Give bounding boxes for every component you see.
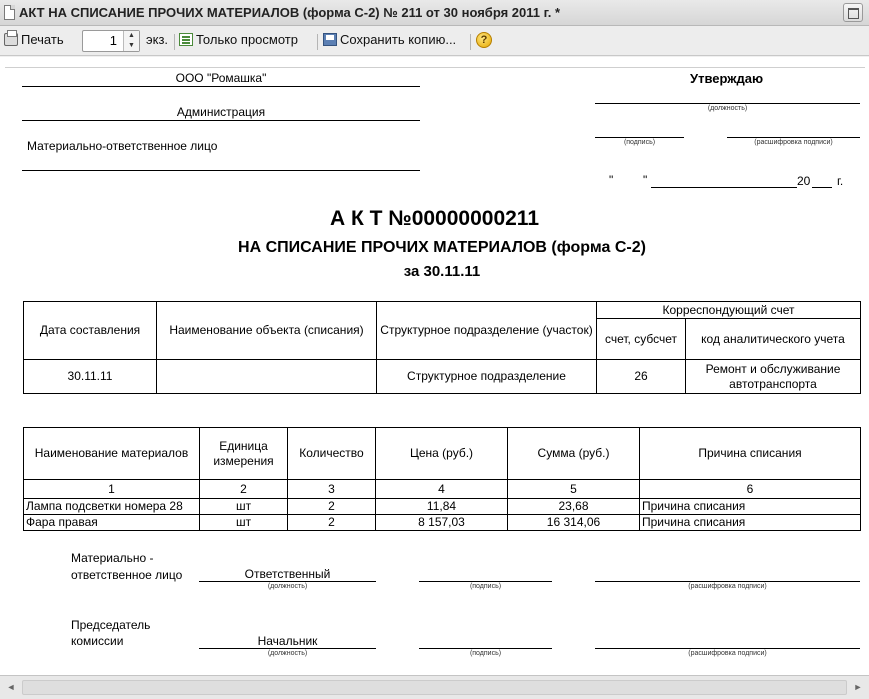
date-year-suffix: г.: [837, 174, 844, 188]
header-sum: Сумма (руб.): [508, 428, 640, 480]
column-number: 3: [288, 480, 376, 499]
view-only-label: Только просмотр: [196, 32, 298, 47]
scrollbar-track[interactable]: [22, 680, 847, 695]
materials-table: [23, 427, 861, 531]
header-price: Цена (руб.): [376, 428, 508, 480]
printer-icon: [4, 33, 18, 46]
copies-unit: [146, 32, 168, 47]
header-account: счет, субсчет: [597, 319, 686, 360]
copies-stepper[interactable]: [82, 30, 140, 52]
save-icon: [323, 33, 337, 46]
cell-sum: 16 314,06: [508, 515, 640, 531]
position-caption: (должность): [267, 583, 308, 590]
approve-title: Утверждаю: [690, 71, 764, 86]
decode-line: [595, 581, 860, 582]
act-subtitle: НА СПИСАНИЕ ПРОЧИХ МАТЕРИАЛОВ (форма С-2): [238, 239, 646, 256]
cell-reason: Причина списания: [640, 499, 861, 515]
toolbar-separator: [174, 34, 175, 50]
view-only-toggle[interactable]: [179, 32, 298, 47]
header-date: Дата составления: [24, 302, 157, 360]
column-number: 2: [200, 480, 288, 499]
stepper-arrows-icon[interactable]: ▲ ▼: [123, 31, 139, 51]
divider: [22, 170, 420, 171]
cell-price: 8 157,03: [376, 515, 508, 531]
act-date: за 30.11.11: [403, 263, 481, 280]
restore-window-button[interactable]: [843, 3, 863, 22]
signature-line: [595, 137, 684, 138]
column-number: 4: [376, 480, 508, 499]
cell-material-name: Лампа подсветки номера 28: [24, 499, 200, 515]
column-number: 5: [508, 480, 640, 499]
signature-line: [419, 648, 552, 649]
date-quote-close: ": [643, 173, 648, 187]
column-number: 1: [24, 480, 200, 499]
signature-caption: (подпись): [469, 583, 502, 590]
position-line: [595, 103, 860, 104]
position-caption: (должность): [267, 650, 308, 657]
column-number: 6: [640, 480, 861, 499]
date-year-line: [812, 187, 832, 188]
cell-unit: шт: [200, 499, 288, 515]
header-reason: Причина списания: [640, 428, 861, 480]
horizontal-scrollbar[interactable]: [0, 675, 869, 699]
responsible-person-label: Материально-ответственное лицо: [27, 139, 218, 153]
header-quantity: Количество: [288, 428, 376, 480]
organization-name: ООО "Ромашка": [175, 71, 267, 85]
document-border: [5, 67, 865, 68]
header-division: Структурное подразделение (участок): [377, 302, 597, 360]
header-analytic: код аналитического учета: [686, 319, 861, 360]
save-copy-button[interactable]: [323, 32, 456, 47]
responsible-position: Ответственный: [244, 567, 331, 581]
decode-line: [595, 648, 860, 649]
cell-quantity: 2: [288, 499, 376, 515]
chairman-position: Начальник: [257, 634, 318, 648]
responsible-label-line1: Материально -: [71, 551, 154, 565]
cell-object: [157, 360, 377, 394]
save-copy-label: Сохранить копию...: [340, 32, 457, 47]
department-name: Администрация: [176, 105, 266, 119]
position-caption: (должность): [707, 105, 748, 112]
toolbar: [0, 26, 869, 56]
signature-line: [419, 581, 552, 582]
cell-sum: 23,68: [508, 499, 640, 515]
toolbar-separator: [317, 34, 318, 50]
decode-line: [727, 137, 860, 138]
divider: [22, 120, 420, 121]
scroll-right-icon[interactable]: ►: [853, 682, 863, 692]
cell-unit: шт: [200, 515, 288, 531]
chairman-label-line2: комиссии: [71, 634, 124, 648]
responsible-label-line2: ответственное лицо: [71, 568, 183, 582]
act-title: А К Т №00000000211: [329, 207, 540, 230]
cell-price: 11,84: [376, 499, 508, 515]
header-material-name: Наименование материалов: [24, 428, 200, 480]
help-icon[interactable]: ?: [476, 32, 492, 48]
view-only-icon: [179, 33, 193, 46]
position-line: [199, 581, 376, 582]
position-line: [199, 648, 376, 649]
info-table: [23, 301, 861, 394]
document-area: [0, 57, 869, 675]
date-quote-open: ": [609, 173, 614, 187]
copies-value: 1: [109, 33, 117, 48]
cell-analytic: Ремонт и обслуживание автотранспорта: [686, 360, 861, 394]
table-row: [24, 499, 861, 515]
cell-material-name: Фара правая: [24, 515, 200, 531]
cell-division: Структурное подразделение: [377, 360, 597, 394]
cell-reason: Причина списания: [640, 515, 861, 531]
print-button[interactable]: [4, 32, 64, 47]
signature-caption: (подпись): [623, 139, 656, 146]
table-row: [24, 515, 861, 531]
date-year-prefix: 20: [797, 174, 811, 188]
scroll-left-icon[interactable]: ◄: [6, 682, 16, 692]
chairman-label-line1: Председатель: [71, 618, 151, 632]
signature-caption: (подпись): [469, 650, 502, 657]
cell-quantity: 2: [288, 515, 376, 531]
divider: [22, 86, 420, 87]
header-object: Наименование объекта (списания): [157, 302, 377, 360]
header-unit: Единица измерения: [200, 428, 288, 480]
window-title: АКТ НА СПИСАНИЕ ПРОЧИХ МАТЕРИАЛОВ (форма С-2) № 211 от 30 ноября 2011 г. *: [19, 5, 561, 20]
cell-date: 30.11.11: [24, 360, 157, 394]
toolbar-separator: [470, 34, 471, 50]
copies-unit-label: экз.: [146, 32, 169, 47]
date-month-line: [651, 187, 797, 188]
window-titlebar: [0, 0, 869, 26]
cell-account: 26: [597, 360, 686, 394]
decode-caption: (расшифровка подписи): [688, 650, 767, 657]
document-icon: [4, 5, 15, 20]
print-label: Печать: [21, 32, 64, 47]
header-corr-account: Корреспондующий счет: [597, 302, 861, 319]
decode-caption: (расшифровка подписи): [754, 139, 833, 146]
decode-caption: (расшифровка подписи): [688, 583, 767, 590]
